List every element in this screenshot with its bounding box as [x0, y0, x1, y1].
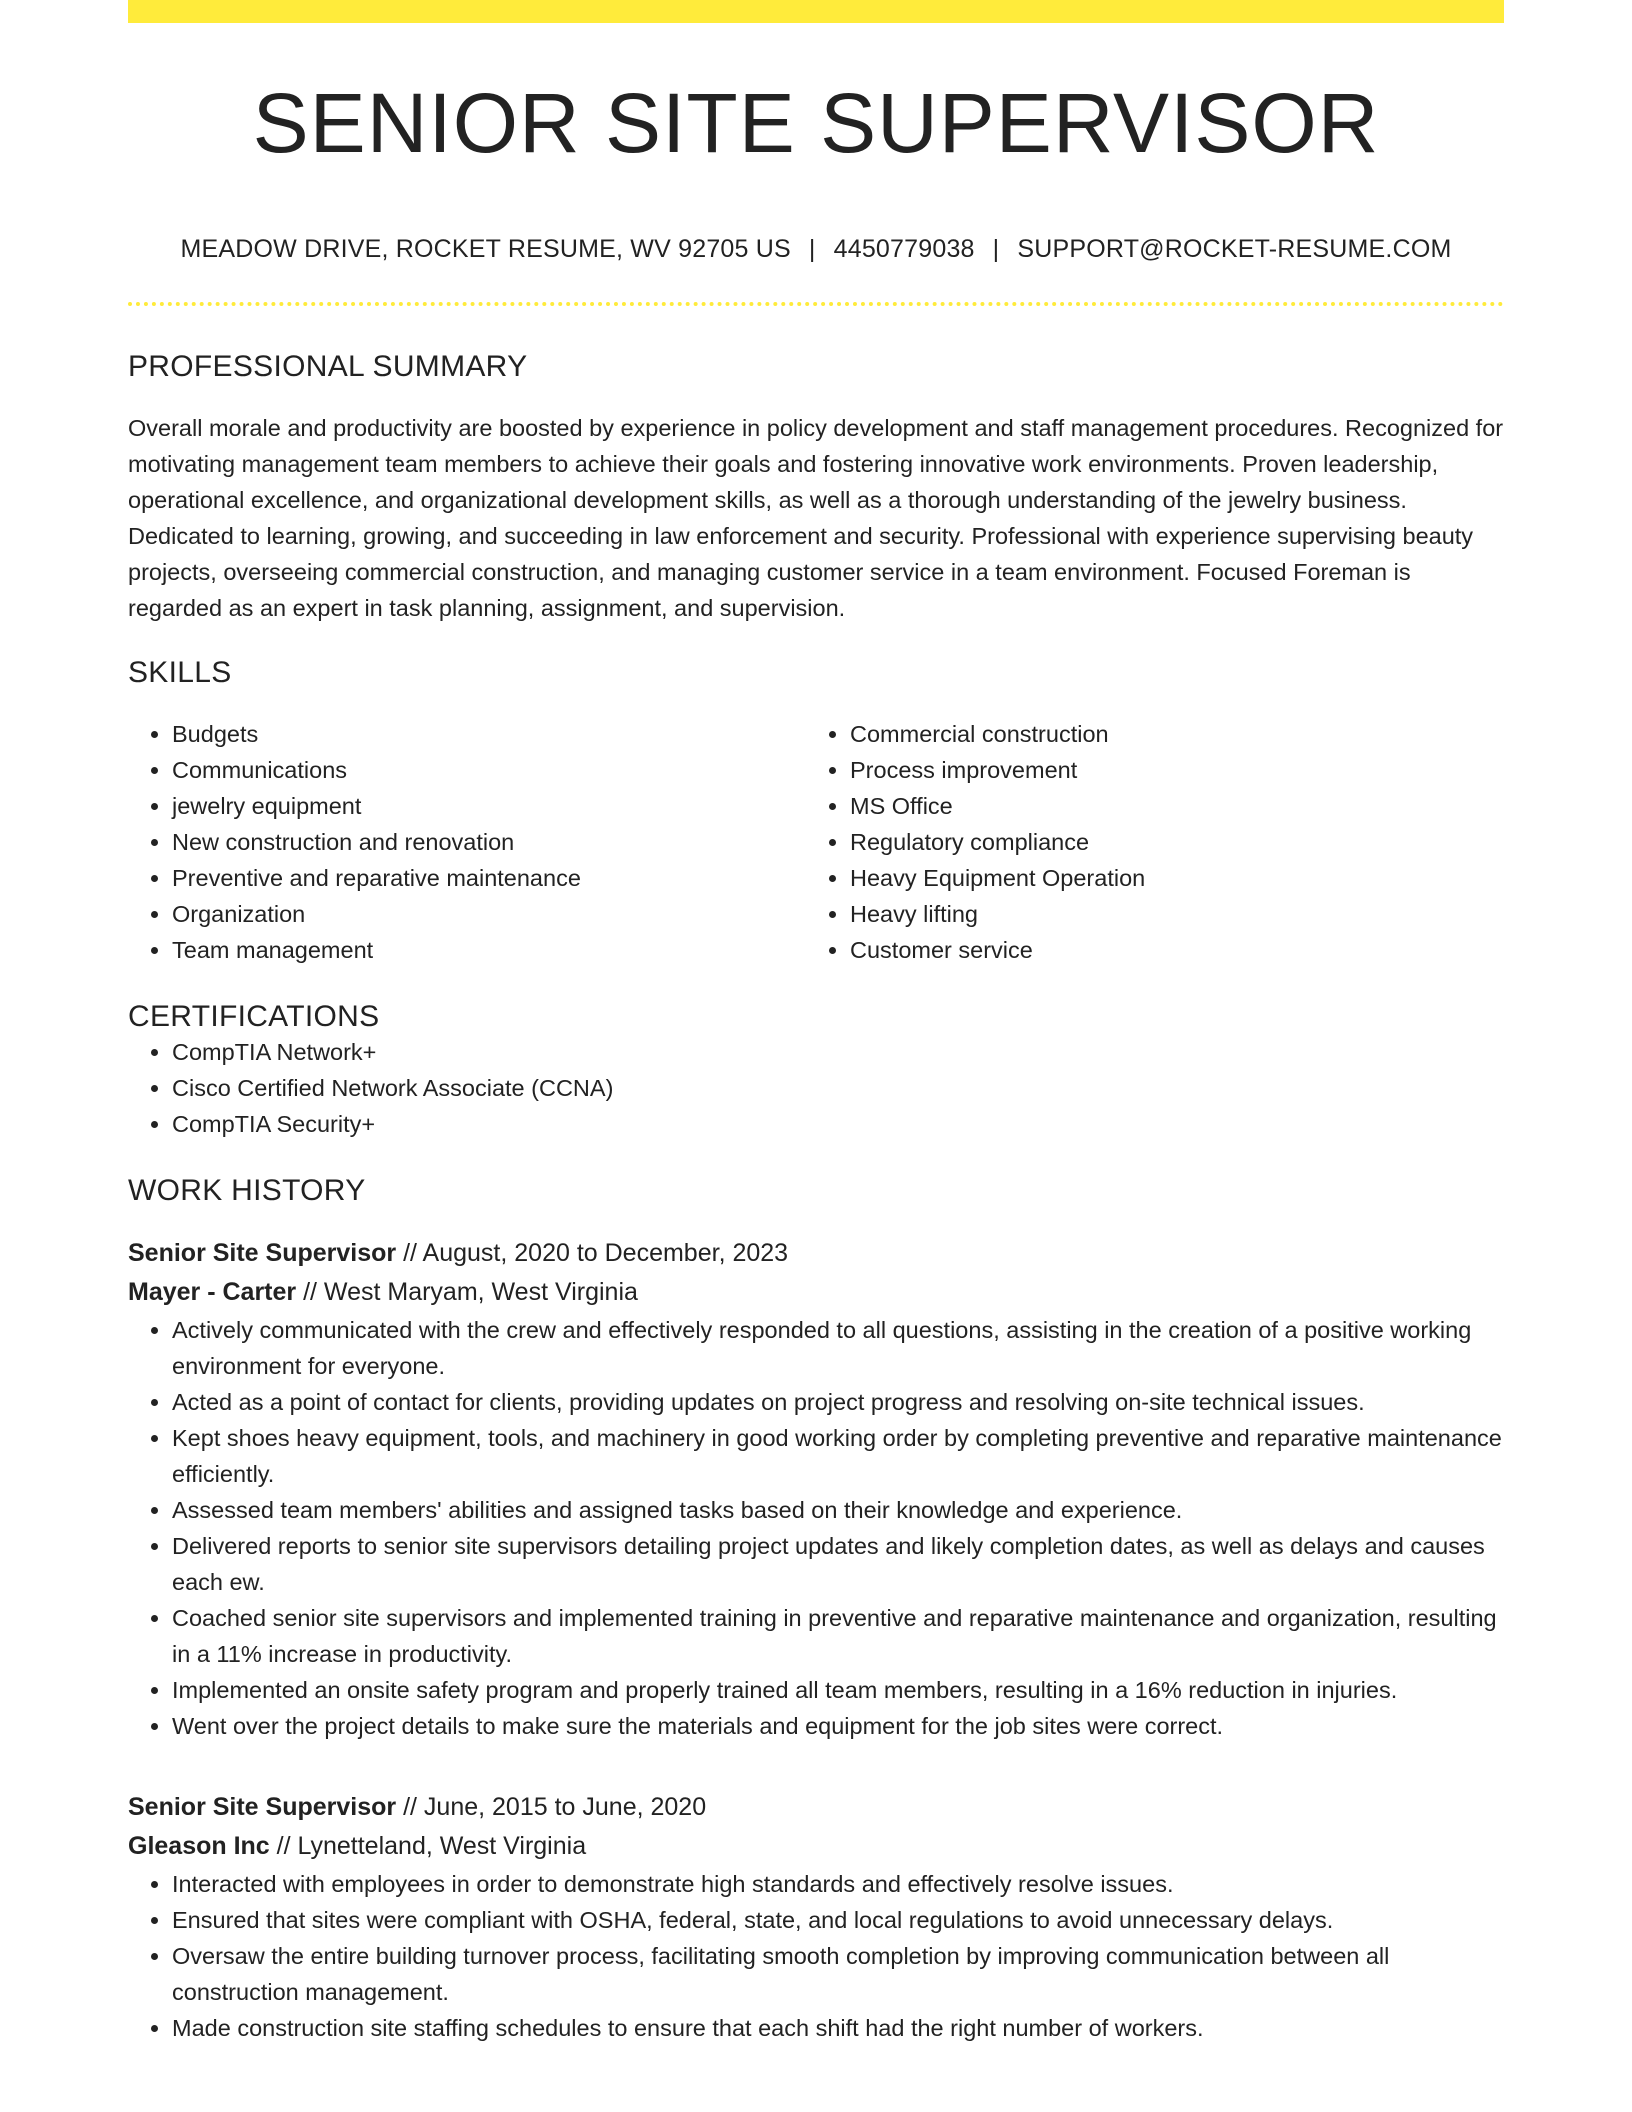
skill-item: • Regulatory compliance — [850, 824, 1484, 860]
skills-grid — [128, 716, 1504, 968]
resume-page — [128, 0, 1504, 2046]
skill-item: • Heavy Equipment Operation — [850, 860, 1484, 896]
job-location: // West Maryam, West Virginia — [296, 1278, 638, 1306]
header-divider — [128, 302, 1504, 306]
skill-item: • Team management — [172, 932, 806, 968]
certification-item: • CompTIA Security+ — [172, 1106, 1504, 1142]
resume-name-title: SENIOR SITE SUPERVISOR — [252, 76, 1380, 170]
job-company-line — [128, 1827, 1504, 1866]
job-bullet: • Delivered reports to senior site supervisors detailing project updates and likely completion dates, as well as delays and causes each ew. — [172, 1528, 1504, 1600]
job-bullet: • Kept shoes heavy equipment, tools, and machinery in good working order by completing preventive and reparative maintenance efficiently. — [172, 1420, 1504, 1492]
work-history-list — [128, 1234, 1504, 2046]
skill-item: • New construction and renovation — [172, 824, 806, 860]
skill-item: • Communications — [172, 752, 806, 788]
skill-item: • Heavy lifting — [850, 896, 1484, 932]
job-title: Senior Site Supervisor — [128, 1239, 397, 1267]
skill-item: • jewelry equipment — [172, 788, 806, 824]
contact-address: MEADOW DRIVE, ROCKET RESUME, WV 92705 US — [180, 235, 791, 263]
job-bullet-list — [128, 1312, 1504, 1744]
skill-item: • Preventive and reparative maintenance — [172, 860, 806, 896]
job-bullet-list — [128, 1866, 1504, 2046]
skills-heading: SKILLS — [128, 656, 232, 689]
contact-separator: | — [808, 235, 816, 263]
skill-item: • Organization — [172, 896, 806, 932]
job-title-line — [128, 1788, 1504, 1827]
certification-item: • CompTIA Network+ — [172, 1034, 1504, 1070]
skill-item: • MS Office — [850, 788, 1484, 824]
job-bullet: • Acted as a point of contact for clients, providing updates on project progress and resolving on-site technical issues. — [172, 1384, 1504, 1420]
job-bullet: • Went over the project details to make sure the materials and equipment for the job sites were correct. — [172, 1708, 1504, 1744]
job-dates: // June, 2015 to June, 2020 — [396, 1793, 707, 1821]
job-entry — [128, 1788, 1504, 2046]
job-location: // Lynetteland, West Virginia — [269, 1832, 587, 1860]
skills-column-left — [128, 716, 806, 968]
job-title: Senior Site Supervisor — [128, 1793, 397, 1821]
certification-item: • Cisco Certified Network Associate (CCNA) — [172, 1070, 1504, 1106]
skills-column-right — [806, 716, 1484, 968]
job-company-line — [128, 1273, 1504, 1312]
skill-item: • Budgets — [172, 716, 806, 752]
job-bullet: • Implemented an onsite safety program and properly trained all team members, resulting in a 16% reduction in injuries. — [172, 1672, 1504, 1708]
work-history-heading: WORK HISTORY — [128, 1174, 366, 1207]
contact-separator: | — [992, 235, 1000, 263]
certifications-list — [128, 1034, 1504, 1142]
job-bullet: • Made construction site staffing schedules to ensure that each shift had the right number of workers. — [172, 2010, 1504, 2046]
skills-list-right — [806, 716, 1484, 968]
skills-list-left — [128, 716, 806, 968]
top-accent-bar — [128, 0, 1504, 23]
job-company: Gleason Inc — [128, 1832, 270, 1860]
contact-line — [128, 235, 1504, 264]
summary-heading: PROFESSIONAL SUMMARY — [128, 350, 528, 383]
skill-item: • Process improvement — [850, 752, 1484, 788]
job-bullet: • Oversaw the entire building turnover process, facilitating smooth completion by improving communication between all construction management. — [172, 1938, 1504, 2010]
job-company: Mayer - Carter — [128, 1278, 297, 1306]
skill-item: • Customer service — [850, 932, 1484, 968]
job-bullet: • Actively communicated with the crew and effectively responded to all questions, assisting in the creation of a positive working environment for everyone. — [172, 1312, 1504, 1384]
summary-paragraph: Overall morale and productivity are boosted by experience in policy development and staff management procedures. Recognized for motivating management team members to achieve their goals and fostering innovative work environments. Proven leadership, operational excellence, and organizational development skills, as well as a thorough understanding of the jewelry business. Dedicated to learning, growing, and succeeding in law enforcement and security. Professional with experience supervising beauty projects, overseeing commercial construction, and managing customer service in a team environment. Focused Foreman is regarded as an expert in task planning, assignment, and supervision. — [128, 415, 1504, 621]
job-bullet: • Ensured that sites were compliant with OSHA, federal, state, and local regulations to avoid unnecessary delays. — [172, 1902, 1504, 1938]
skill-item: • Commercial construction — [850, 716, 1484, 752]
contact-email: SUPPORT@ROCKET-RESUME.COM — [1017, 235, 1452, 263]
job-entry — [128, 1234, 1504, 1744]
job-dates: // August, 2020 to December, 2023 — [396, 1239, 789, 1267]
job-title-line — [128, 1234, 1504, 1273]
job-bullet: • Assessed team members' abilities and assigned tasks based on their knowledge and experience. — [172, 1492, 1504, 1528]
job-bullet: • Coached senior site supervisors and implemented training in preventive and reparative maintenance and organization, resulting in a 11% increase in productivity. — [172, 1600, 1504, 1672]
contact-phone: 4450779038 — [833, 235, 975, 263]
certifications-heading: CERTIFICATIONS — [128, 1000, 380, 1033]
job-bullet: • Interacted with employees in order to demonstrate high standards and effectively resolve issues. — [172, 1866, 1504, 1902]
